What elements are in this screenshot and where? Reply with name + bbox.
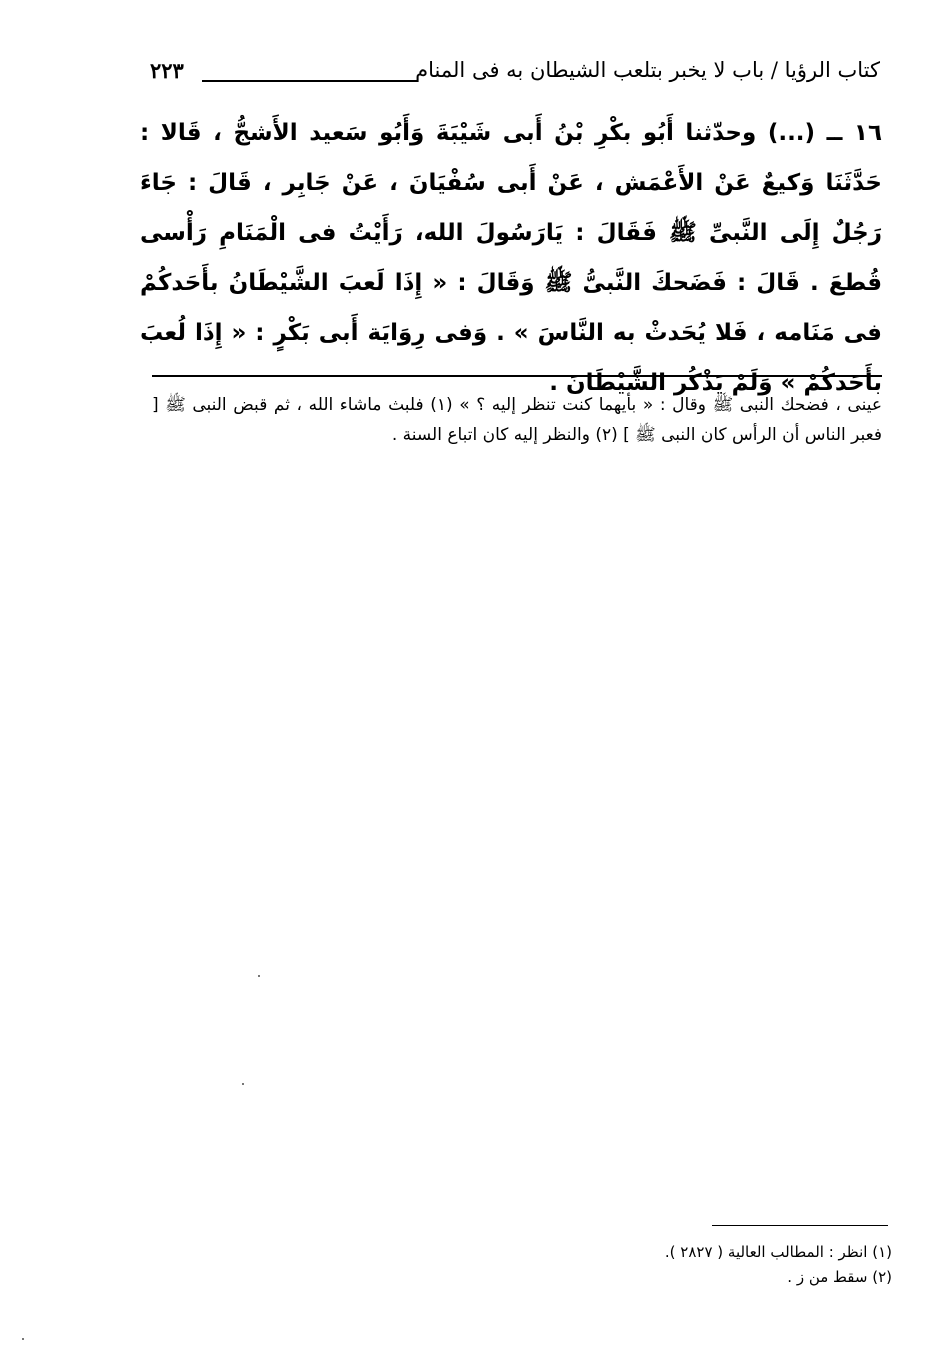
footnotes (540, 1240, 892, 1290)
header-rule (202, 80, 418, 82)
scan-speck (258, 975, 260, 977)
page-number: ٢٢٣ (150, 58, 184, 83)
footnote-rule (712, 1225, 888, 1226)
footnote-2: (٢) سقط من ز . (787, 1268, 892, 1286)
hadith-text: ١٦ ــ (...) وحدّثنا أَبُو بكْرِ بْنُ أَبى شَيْبَةَ وَأَبُو سَعيد الأَشجُّ ، قَالا : حَدَّثَنَا وَكيعٌ عَنْ الأَعْمَش ، عَنْ أَبى سُفْيَانَ ، عَنْ جَابِر ، قَالَ : جَاءَ رَجُلٌ إِلَى النَّبىِّ ﷺ فَقَالَ : يَارَسُولَ الله، رَأَيْتُ فى الْمَنَامِ رَأْسى قُطعَ . قَالَ : فَضَحكَ النَّبىُّ ﷺ وَقَالَ : « إِذَا لَعبَ الشَّيْطَانُ بأَحَدكُمْ فى مَنَامه ، فَلا يُحَدثْ به النَّاسَ » . وَفى رِوَايَة أَبى بَكْرٍ : « إِذَا لُعبَ بأَحَدكُمْ » وَلَمْ يَذْكُر الشَّيْطَانَ . (140, 120, 882, 396)
footnote-1: (١) انظر : المطالب العالية ( ٢٨٢٧ ). (664, 1243, 892, 1261)
section-divider (152, 375, 882, 377)
chapter-title: كتاب الرؤيا / باب لا يخبر بتلعب الشيطان به فى المنام (415, 58, 880, 82)
scan-speck (242, 1083, 244, 1085)
commentary-text: عينى ، فضحك النبى ﷺ وقال : « بأيهما كنت تنظر إليه ؟ » (١) فلبث ماشاء الله ، ثم قبض النبى ﷺ [ فعبر الناس أن الرأس كان النبى ﷺ ] (٢) والنظر إليه كان اتباع السنة . (152, 395, 882, 445)
scan-speck (22, 1338, 24, 1340)
running-header (150, 58, 880, 98)
